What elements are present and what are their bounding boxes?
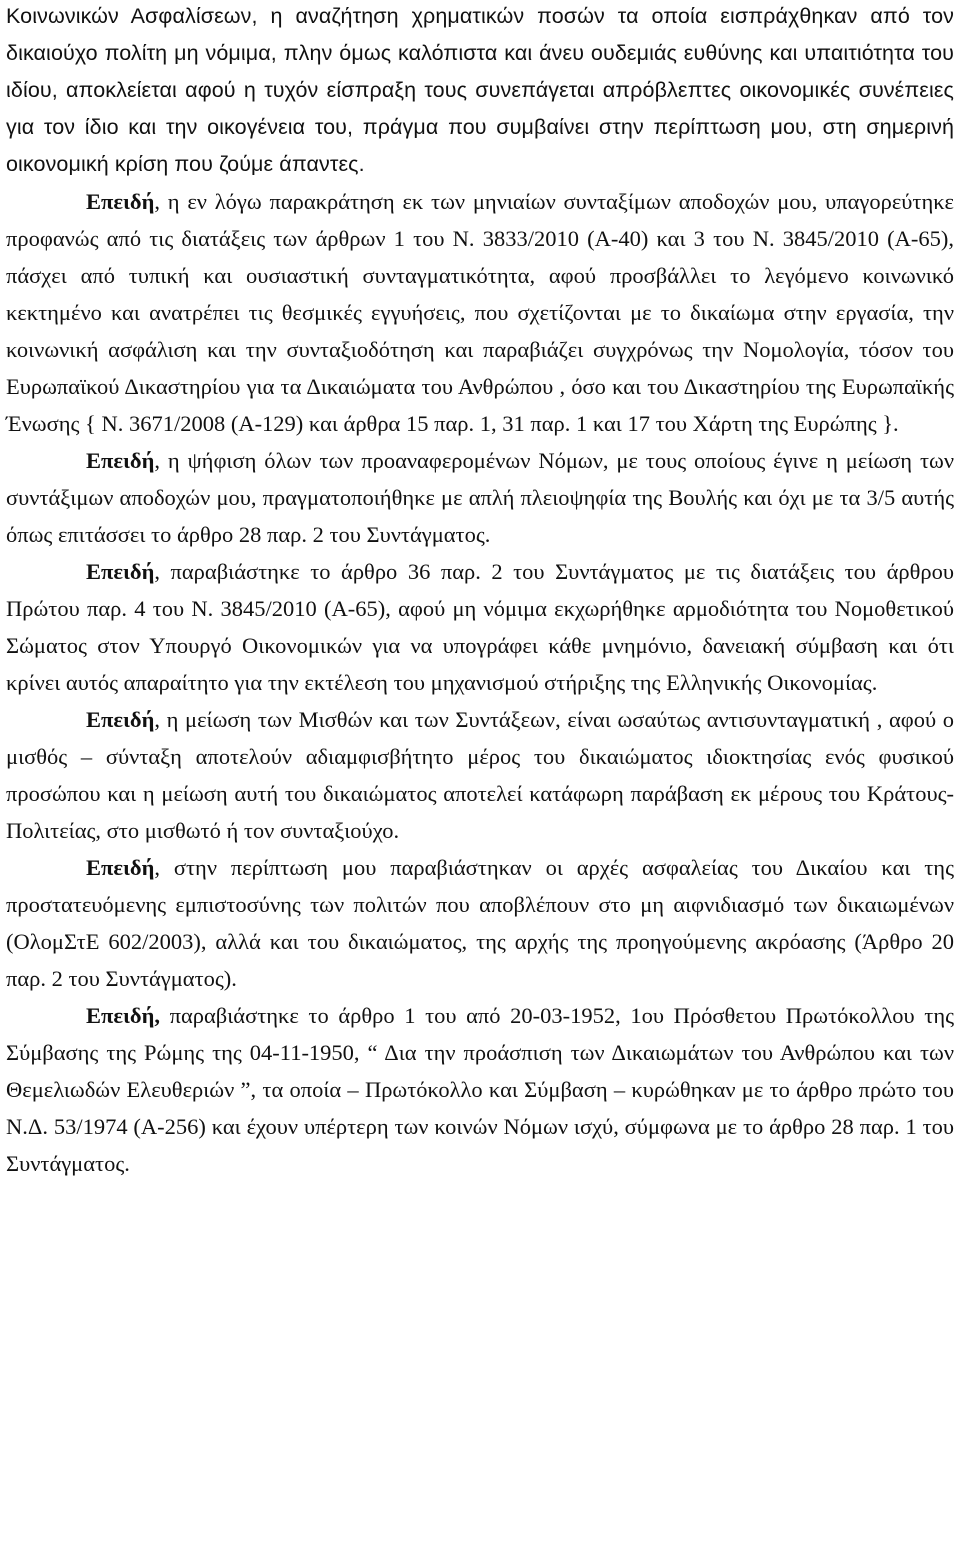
paragraph-intro <box>6 0 954 183</box>
paragraph-1 <box>6 183 954 442</box>
paragraph-text: , στην περίπτωση μου παραβιάστηκαν οι αρχές ασφαλείας του Δικαίου και της προστατευόμενης εμπιστοσύνης των πολιτών που αποβλέπουν στο μη αιφνιδιασμό των δικαιωμένων (ΟλομΣτΕ 602/2003), αλλά και του δικαιώματος, της αρχής της προηγούμενης ακρόασης (Άρθρο 20 παρ. 2 του Συντάγματος). <box>6 855 954 991</box>
paragraph-text: , παραβιάστηκε το άρθρο 36 παρ. 2 του Συντάγματος με τις διατάξεις του άρθρου Πρώτου παρ. 4 του Ν. 3845/2010 (Α-65), αφού μη νόμιμα εκχωρήθηκε αρμοδιότητα του Νομοθετικού Σώματος στον Υπουργό Οικονομικών για να υπογράφει κάθε μνημόνιο, δανειακή σύμβαση και ότι κρίνει αυτός απαραίτητο για την εκτέλεση του μηχανισμού στήριξης της Ελληνικής Οικονομίας. <box>6 559 954 695</box>
paragraph-3 <box>6 553 954 701</box>
paragraph-text: παραβιάστηκε το άρθρο 1 του από 20-03-1952, 1ου Πρόσθετου Πρωτόκολλου της Σύμβασης της Ρώμης της 04-11-1950, “ Δια την προάσπιση των Δικαιωμάτων του Ανθρώπου και των Θεμελιωδών Ελευθεριών ”, τα οποία – Πρωτόκολλο και Σύμβαση – κυρώθηκαν με το άρθρο πρώτο του Ν.Δ. 53/1974 (Α-256) και έχουν υπέρτερη των κοινών Νόμων ισχύ, σύμφωνα με το άρθρο 28 παρ. 1 του Συντάγματος. <box>6 1003 954 1176</box>
paragraph-2 <box>6 442 954 553</box>
paragraph-4 <box>6 701 954 849</box>
paragraph-text: , η ψήφιση όλων των προαναφερομένων Νόμων, με τους οποίους έγινε η μείωση των συντάξιμων αποδοχών μου, πραγματοποιήθηκε με απλή πλειοψηφία της Βουλής και όχι με τα 3/5 αυτής όπως επιτάσσει το άρθρο 28 παρ. 2 του Συντάγματος. <box>6 448 954 547</box>
paragraph-text: , η μείωση των Μισθών και των Συντάξεων, είναι ωσαύτως αντισυνταγματική , αφού ο μισθός – σύνταξη αποτελούν αδιαμφισβήτητο μέρος του δικαιώματος ιδιοκτησίας ενός φυσικού προσώπου και η μείωση αυτή του δικαιώματος αποτελεί κατάφωρη παράβαση εκ μέρους του Κράτους-Πολιτείας, στο μισθωτό ή τον συνταξιούχο. <box>6 707 954 843</box>
paragraph-keyword: Επειδή <box>86 559 155 584</box>
paragraph-keyword: Επειδή <box>86 707 155 732</box>
paragraph-6 <box>6 997 954 1182</box>
paragraph-5 <box>6 849 954 997</box>
paragraph-keyword: Επειδή, <box>86 1003 161 1028</box>
paragraph-keyword: Επειδή <box>86 189 155 214</box>
paragraph-keyword: Επειδή <box>86 855 155 880</box>
paragraph-keyword: Επειδή <box>86 448 155 473</box>
paragraph-text: Κοινωνικών Ασφαλίσεων, η αναζήτηση χρηματικών ποσών τα οποία εισπράχθηκαν από τον δικαιούχο πολίτη μη νόμιμα, πλην όμως καλόπιστα και άνευ ουδεμιάς ευθύνης και υπαιτιότητα του ιδίου, αποκλείεται αφού η τυχόν είσπραξη τους συνεπάγεται απρόβλεπτες οικονομικές συνέπειες για τον ίδιο και την οικογένεια του, πράγμα που συμβαίνει στην περίπτωση μου, στη σημερινή οικονομική κρίση που ζούμε άπαντες. <box>6 4 954 176</box>
paragraph-text: , η εν λόγω παρακράτηση εκ των μηνιαίων συνταξίμων αποδοχών μου, υπαγορεύτηκε προφανώς από τις διατάξεις των άρθρων 1 του Ν. 3833/2010 (Α-40) και 3 του Ν. 3845/2010 (Α-65), πάσχει από τυπική και ουσιαστική συνταγματικότητα, αφού προσβάλλει το λεγόμενο κοινωνικό κεκτημένο και ανατρέπει τις θεσμικές εγγυήσεις, που σχετίζονται με το δικαίωμα στην εργασία, την κοινωνική ασφάλιση και την συνταξιοδότηση και παραβιάζει συγχρόνως την Νομολογία, τόσον του Ευρωπαϊκού Δικαστηρίου για τα Δικαιώματα του Ανθρώπου , όσο και του Δικαστηρίου της Ευρωπαϊκής Ένωσης { Ν. 3671/2008 (Α-129) και άρθρα 15 παρ. 1, 31 παρ. 1 και 17 του Χάρτη της Ευρώπης }. <box>6 189 954 436</box>
